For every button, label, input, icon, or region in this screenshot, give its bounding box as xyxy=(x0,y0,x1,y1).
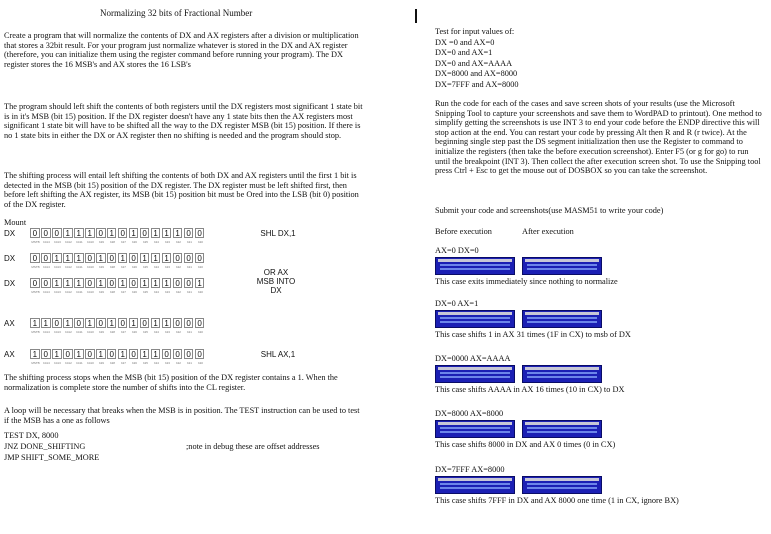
bit-position-label: bit3 xyxy=(165,361,170,365)
intro-paragraph: Create a program that will normalize the contents of DX and AX registers after a division or multiplication that stores a 32bit result. For your program just normalize whatever is stored in the DX and AX register (therefore, you can initialize them using the register command before running your program). The DX register stores the 16 MSB's and AX stores the 16 LSB's xyxy=(4,31,359,69)
bit-position-label: bit5 xyxy=(143,330,148,334)
bit-position-label: bit10 xyxy=(87,265,94,269)
bit-position-label: bit12 xyxy=(65,330,72,334)
bit-position-label: bit14 xyxy=(43,330,50,334)
register-label: DX xyxy=(4,279,16,288)
bit-position-label: bit0 xyxy=(198,330,203,334)
bit-position-label: bit9 xyxy=(99,290,104,294)
document-title: Normalizing 32 bits of Fractional Number xyxy=(100,8,253,18)
operation-note: SHL DX,1 xyxy=(260,229,296,238)
before-screenshot xyxy=(435,257,515,275)
stop-condition-paragraph: The shifting process stops when the MSB (bit 15) position of the DX register contains a 1. When the normalization is complete store the number of shifts into the CL register. xyxy=(4,373,338,392)
bit-cell: 0 xyxy=(173,278,183,288)
case-header: DX=8000 AX=8000 xyxy=(435,409,504,418)
bit-cell: 0 xyxy=(118,228,128,238)
bit-cell: 1 xyxy=(96,253,106,263)
case-header: DX=0 AX=1 xyxy=(435,299,479,308)
bit-cell: 0 xyxy=(184,253,194,263)
bit-position-label: bit14 xyxy=(43,361,50,365)
bit-position-label: bit11 xyxy=(76,290,83,294)
case-header: AX=0 DX=0 xyxy=(435,246,479,255)
bit-position-label: bit10 xyxy=(87,240,94,244)
bit-cell: 1 xyxy=(85,228,95,238)
bit-position-label: bit1 xyxy=(187,330,192,334)
bit-cell: 1 xyxy=(96,278,106,288)
bit-cell: 0 xyxy=(118,318,128,328)
bit-position-label: bit13 xyxy=(54,290,61,294)
bit-cell: 0 xyxy=(85,349,95,359)
bit-cell: 1 xyxy=(63,228,73,238)
text-cursor xyxy=(415,9,417,23)
bit-cell: 1 xyxy=(151,318,161,328)
bit-cell: 1 xyxy=(30,349,40,359)
bit-position-label: bit0 xyxy=(198,361,203,365)
bit-cell: 1 xyxy=(162,228,172,238)
bit-position-label: bit8 xyxy=(110,290,115,294)
bit-cell: 0 xyxy=(41,253,51,263)
bit-position-label: bit10 xyxy=(87,290,94,294)
bit-cell: 0 xyxy=(129,278,139,288)
bit-cell: 0 xyxy=(162,349,172,359)
bit-cell: 0 xyxy=(195,228,205,238)
after-screenshot xyxy=(522,476,602,494)
bit-position-label: bit6 xyxy=(132,240,137,244)
bit-position-label: bit3 xyxy=(165,290,170,294)
bit-cell: 0 xyxy=(129,349,139,359)
before-screenshot xyxy=(435,476,515,494)
bit-cell: 0 xyxy=(129,253,139,263)
bit-cell: 0 xyxy=(107,253,117,263)
bit-position-label: bit10 xyxy=(87,361,94,365)
bit-cell: 1 xyxy=(151,253,161,263)
bit-cell: 1 xyxy=(74,278,84,288)
bit-position-label: bit1 xyxy=(187,290,192,294)
bit-position-label: bit1 xyxy=(187,265,192,269)
operation-note: OR AX MSB INTO DX xyxy=(256,268,296,295)
bit-position-label: bit1 xyxy=(187,240,192,244)
submit-instructions: Submit your code and screenshots(use MASM51 to write your code) xyxy=(435,206,664,215)
bit-cell: 0 xyxy=(96,228,106,238)
bit-cell: 1 xyxy=(140,253,150,263)
bit-cell: 1 xyxy=(41,318,51,328)
bit-position-label: bit12 xyxy=(65,361,72,365)
bit-cell: 0 xyxy=(140,228,150,238)
case-caption: This case shifts 7FFF in DX and AX 8000 one time (1 in CX, ignore BX) xyxy=(435,496,679,505)
bit-position-label: bit9 xyxy=(99,330,104,334)
bit-position-label: bit11 xyxy=(76,330,83,334)
bit-cell: 0 xyxy=(195,318,205,328)
after-screenshot xyxy=(522,365,602,383)
bit-position-label: bit13 xyxy=(54,330,61,334)
bit-position-label: bit4 xyxy=(154,330,159,334)
bit-position-label: bit12 xyxy=(65,290,72,294)
bit-position-label: bit2 xyxy=(176,330,181,334)
bit-position-label: bit6 xyxy=(132,265,137,269)
bit-cell: 1 xyxy=(129,228,139,238)
bit-cell: 0 xyxy=(52,228,62,238)
bit-position-label: bit4 xyxy=(154,240,159,244)
before-screenshot xyxy=(435,420,515,438)
bit-cell: 0 xyxy=(52,318,62,328)
bit-cell: 1 xyxy=(118,253,128,263)
bit-cell: 0 xyxy=(74,318,84,328)
bit-cell: 1 xyxy=(162,318,172,328)
bit-position-label: bit11 xyxy=(76,265,83,269)
bit-cell: 0 xyxy=(30,278,40,288)
bit-position-label: bit13 xyxy=(54,361,61,365)
code-line-jmp: JMP SHIFT_SOME_MORE xyxy=(4,453,100,462)
bit-cell: 1 xyxy=(96,349,106,359)
mount-label: Mount xyxy=(4,218,27,227)
before-screenshot xyxy=(435,310,515,328)
bit-position-label: bit11 xyxy=(76,240,83,244)
case-caption: This case shifts 8000 in DX and AX 0 times (0 in CX) xyxy=(435,440,616,449)
test-header: Test for input values of: xyxy=(435,27,515,36)
bit-position-label: MSTB xyxy=(31,361,40,365)
bit-position-label: bit7 xyxy=(121,265,126,269)
before-execution-label: Before execution xyxy=(435,227,492,236)
bit-cell: 1 xyxy=(74,349,84,359)
after-screenshot xyxy=(522,420,602,438)
bit-position-label: bit2 xyxy=(176,265,181,269)
bit-position-label: bit2 xyxy=(176,290,181,294)
bit-cell: 1 xyxy=(118,349,128,359)
case-header: DX=0000 AX=AAAA xyxy=(435,354,511,363)
bit-position-label: bit9 xyxy=(99,240,104,244)
test-value-item: DX=7FFF and AX=8000 xyxy=(435,79,519,89)
bit-cell: 1 xyxy=(129,318,139,328)
bit-cell: 1 xyxy=(63,253,73,263)
operation-note: SHL AX,1 xyxy=(260,350,296,359)
bit-cell: 1 xyxy=(107,228,117,238)
bit-position-label: bit14 xyxy=(43,290,50,294)
bit-position-label: bit11 xyxy=(76,361,83,365)
bit-cell: 1 xyxy=(85,318,95,328)
case-caption: This case shifts AAAA in AX 16 times (10 in CX) to DX xyxy=(435,385,625,394)
bit-position-label: bit7 xyxy=(121,240,126,244)
bit-cell: 0 xyxy=(107,349,117,359)
bit-position-label: bit8 xyxy=(110,361,115,365)
bit-position-label: bit7 xyxy=(121,290,126,294)
shift-process-paragraph: The shifting process will entail left shifting the contents of both DX and AX registers until the first 1 bit is detected in the MSB (bit 15) position of the DX register. The DX register must be left shifted first, then before left shifting the AX register, its MSB (bit 15) position bit must be Ored into the LSB (bit 0) position of the DX register. xyxy=(4,171,359,209)
bit-position-label: bit3 xyxy=(165,330,170,334)
bit-cell: 0 xyxy=(173,349,183,359)
bit-cell: 1 xyxy=(63,278,73,288)
bit-cell: 0 xyxy=(173,318,183,328)
bit-position-label: bit10 xyxy=(87,330,94,334)
bit-cell: 0 xyxy=(107,278,117,288)
bit-position-label: bit2 xyxy=(176,240,181,244)
bit-position-label: MSTB xyxy=(31,290,40,294)
bit-position-label: bit13 xyxy=(54,240,61,244)
bit-cell: 1 xyxy=(107,318,117,328)
after-screenshot xyxy=(522,257,602,275)
bit-cell: 1 xyxy=(195,278,205,288)
test-value-item: DX=0 and AX=AAAA xyxy=(435,58,513,68)
bit-cell: 1 xyxy=(30,318,40,328)
shift-rule-paragraph: The program should left shift the contents of both registers until the DX registers most significant 1 state bit is in it's MSB (bit 15) position. If the DX register doesn't have any 1 state bits then the AX registers most significant 1 state bit will have to be shifted all the way to the DX register MSB (bit 15) position. If there is no 1 state bits in either the DX or AX register then no shifting is needed and the program should stop. xyxy=(4,102,363,140)
bit-position-label: bit9 xyxy=(99,265,104,269)
bit-position-label: MSTB xyxy=(31,265,40,269)
bit-position-label: MSTB xyxy=(31,330,40,334)
bit-cell: 0 xyxy=(173,253,183,263)
code-note: ;note in debug these are offset addresses xyxy=(186,442,320,451)
bit-position-label: bit14 xyxy=(43,240,50,244)
case-caption: This case exits immediately since nothing to normalize xyxy=(435,277,618,286)
bit-cell: 0 xyxy=(184,349,194,359)
bit-position-label: bit3 xyxy=(165,265,170,269)
bit-cell: 1 xyxy=(162,278,172,288)
bit-cell: 0 xyxy=(184,318,194,328)
bit-position-label: bit7 xyxy=(121,330,126,334)
bit-cell: 0 xyxy=(41,228,51,238)
bit-position-label: bit0 xyxy=(198,290,203,294)
bit-position-label: bit6 xyxy=(132,330,137,334)
run-instructions: Run the code for each of the cases and save screen shots of your results (use the Microsoft Snipping Tool to capture your screenshots and save them to WordPAD to printout). One method to simplify getting the screenshots is use INT 3 to end your code before the ENDP directive this will stop action at the end. You can restart your code by pressing Alt then R and R (r twice). At the beginning single step past the DS segment initialization then use the Register to command to initialize the registers (then take the before execution screenshot). Enter F5 (or g for go) to run until the breakpoint (INT 3). Then collect the after execution screen shot. To use the Snipping tool press Ctrl + Esc to get the mouse out of DOSBOX so you can take the screenshot. xyxy=(435,99,762,176)
case-header: DX=7FFF AX=8000 xyxy=(435,465,505,474)
bit-cell: 0 xyxy=(85,253,95,263)
bit-position-label: bit12 xyxy=(65,240,72,244)
bit-position-label: bit8 xyxy=(110,265,115,269)
bit-cell: 1 xyxy=(63,318,73,328)
loop-paragraph: A loop will be necessary that breaks when the MSB is in position. The TEST instruction can be used to test if the MSB has a one as follows xyxy=(4,406,360,425)
code-line-test: TEST DX, 8000 xyxy=(4,431,59,440)
bit-cell: 0 xyxy=(184,278,194,288)
bit-position-label: bit5 xyxy=(143,265,148,269)
bit-cell: 1 xyxy=(151,278,161,288)
bit-cell: 0 xyxy=(85,278,95,288)
bit-position-label: bit5 xyxy=(143,361,148,365)
before-screenshot xyxy=(435,365,515,383)
bit-cell: 0 xyxy=(96,318,106,328)
bit-cell: 0 xyxy=(30,228,40,238)
bit-position-label: bit14 xyxy=(43,265,50,269)
register-label: DX xyxy=(4,254,16,263)
bit-position-label: bit13 xyxy=(54,265,61,269)
test-value-item: DX =0 and AX=0 xyxy=(435,38,495,47)
after-execution-label: After execution xyxy=(522,227,574,236)
bit-cell: 0 xyxy=(195,253,205,263)
test-value-item: DX=8000 and AX=8000 xyxy=(435,69,518,79)
bit-position-label: bit12 xyxy=(65,265,72,269)
bit-position-label: bit5 xyxy=(143,290,148,294)
bit-cell: 1 xyxy=(140,349,150,359)
register-label: AX xyxy=(4,319,15,328)
bit-cell: 1 xyxy=(52,253,62,263)
bit-cell: 1 xyxy=(151,349,161,359)
bit-position-label: bit5 xyxy=(143,240,148,244)
bit-cell: 1 xyxy=(52,278,62,288)
bit-cell: 1 xyxy=(162,253,172,263)
bit-cell: 0 xyxy=(41,278,51,288)
bit-cell: 1 xyxy=(173,228,183,238)
bit-position-label: bit6 xyxy=(132,361,137,365)
bit-cell: 1 xyxy=(151,228,161,238)
bit-cell: 1 xyxy=(140,278,150,288)
bit-cell: 0 xyxy=(30,253,40,263)
bit-position-label: bit6 xyxy=(132,290,137,294)
bit-cell: 1 xyxy=(52,349,62,359)
bit-cell: 0 xyxy=(63,349,73,359)
bit-position-label: bit1 xyxy=(187,361,192,365)
bit-position-label: bit4 xyxy=(154,361,159,365)
after-screenshot xyxy=(522,310,602,328)
bit-position-label: bit3 xyxy=(165,240,170,244)
register-label: DX xyxy=(4,229,16,238)
bit-position-label: bit0 xyxy=(198,240,203,244)
case-caption: This case shifts 1 in AX 31 times (1F in CX) to msb of DX xyxy=(435,330,631,339)
bit-cell: 1 xyxy=(74,228,84,238)
bit-cell: 0 xyxy=(184,228,194,238)
bit-position-label: bit2 xyxy=(176,361,181,365)
bit-position-label: bit7 xyxy=(121,361,126,365)
bit-cell: 0 xyxy=(195,349,205,359)
bit-cell: 1 xyxy=(74,253,84,263)
bit-cell: 0 xyxy=(41,349,51,359)
register-label: AX xyxy=(4,350,15,359)
code-line-jnz: JNZ DONE_SHIFTING xyxy=(4,442,86,451)
bit-position-label: bit9 xyxy=(99,361,104,365)
bit-position-label: bit0 xyxy=(198,265,203,269)
bit-position-label: MSTB xyxy=(31,240,40,244)
bit-position-label: bit4 xyxy=(154,265,159,269)
bit-cell: 0 xyxy=(140,318,150,328)
bit-position-label: bit8 xyxy=(110,240,115,244)
test-value-item: DX=0 and AX=1 xyxy=(435,48,493,58)
bit-position-label: bit8 xyxy=(110,330,115,334)
bit-position-label: bit4 xyxy=(154,290,159,294)
bit-cell: 1 xyxy=(118,278,128,288)
